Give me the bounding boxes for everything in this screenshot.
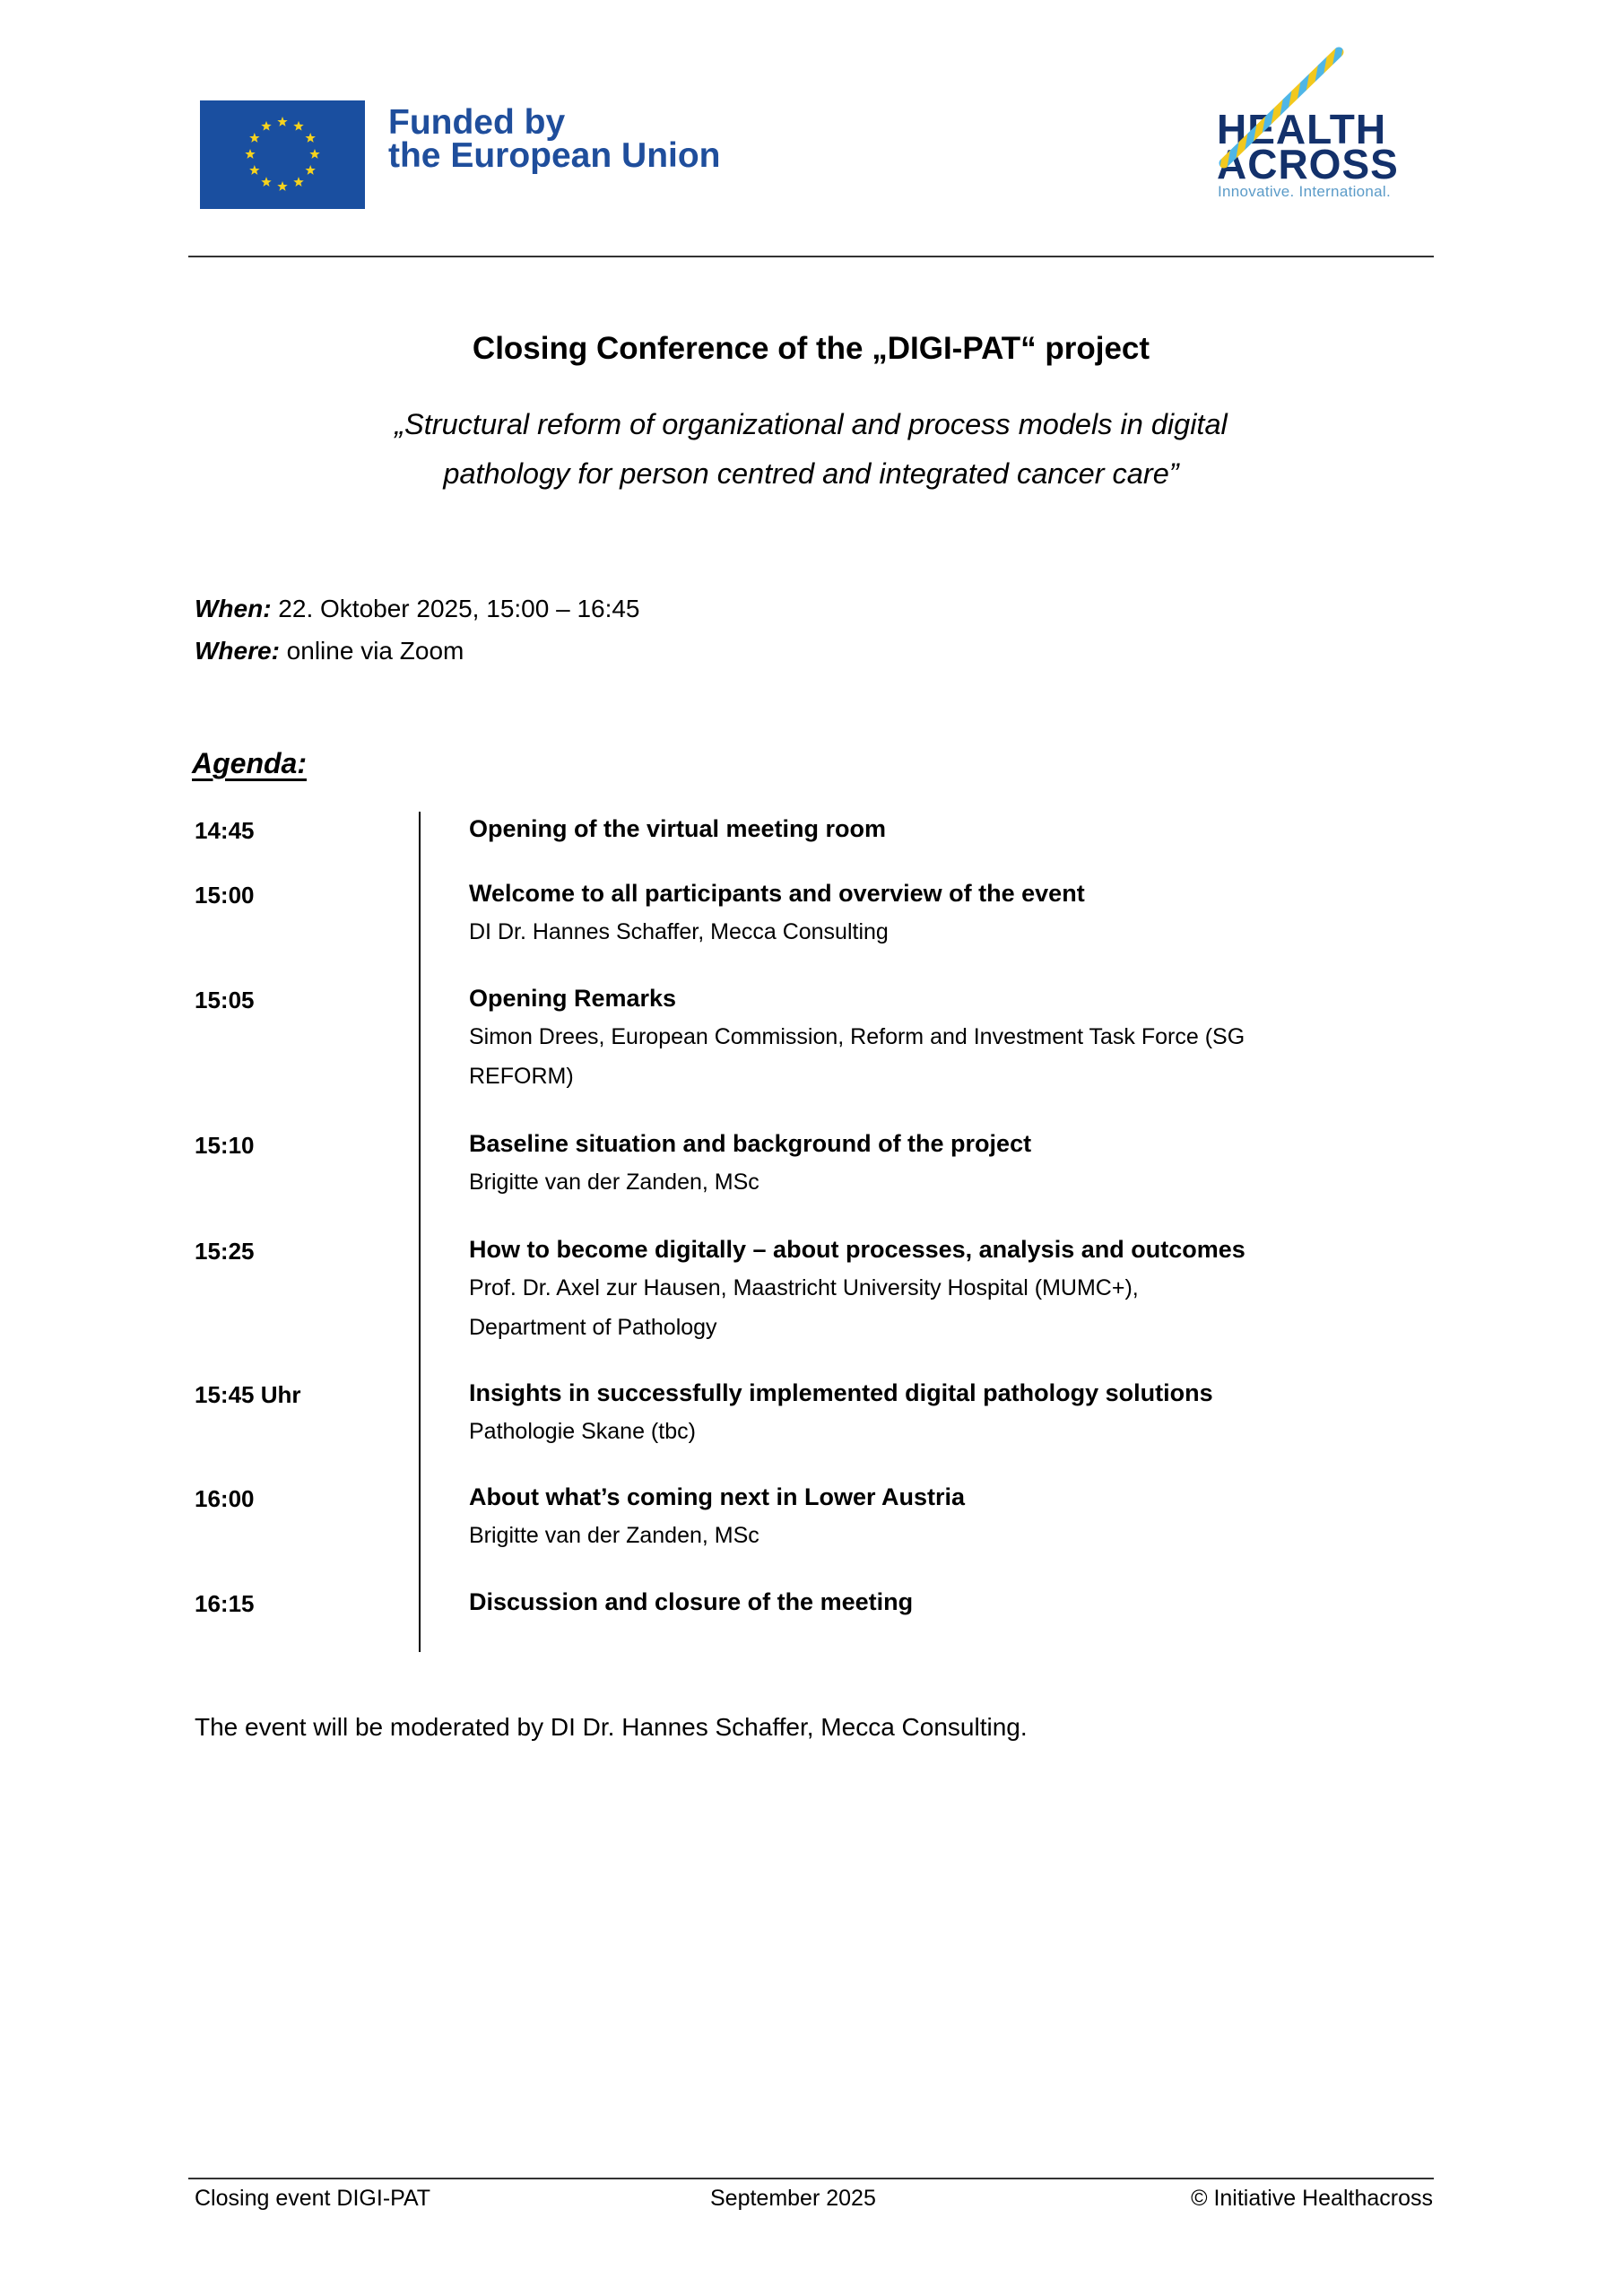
eu-star-icon: [293, 121, 303, 131]
eu-star-icon: [261, 177, 271, 187]
agenda-item-title: Welcome to all participants and overview of the event: [469, 880, 1085, 907]
agenda-item-speaker: Brigitte van der Zanden, MSc: [469, 1170, 759, 1195]
agenda-item-title: Discussion and closure of the meeting: [469, 1588, 914, 1615]
event-when: [195, 595, 640, 623]
eu-funding-line2: the European Union: [388, 136, 721, 175]
agenda-item-title: Baseline situation and background of the project: [469, 1130, 1032, 1157]
footer-divider: [188, 2178, 1434, 2179]
footer-center: September 2025: [710, 2186, 876, 2211]
agenda-item-title: How to become digitally – about processes, analysis and outcomes: [469, 1236, 1245, 1263]
agenda-time: 15:00: [195, 882, 255, 909]
agenda-item-speaker: REFORM): [469, 1064, 574, 1089]
eu-star-icon: [305, 133, 315, 143]
eu-funding-line1: Funded by: [388, 103, 566, 142]
where-value: online via Zoom: [279, 637, 464, 665]
agenda-item-speaker: Department of Pathology: [469, 1315, 717, 1340]
agenda-time: 16:15: [195, 1590, 255, 1617]
eu-flag-logo: [200, 100, 365, 209]
agenda-time: 15:05: [195, 987, 255, 1013]
eu-star-icon: [245, 149, 255, 159]
when-label: When:: [195, 595, 272, 622]
health-across-logo: [1212, 45, 1428, 206]
header-divider: [188, 256, 1434, 257]
agenda-item-title: Insights in successfully implemented digital pathology solutions: [469, 1379, 1213, 1406]
when-value: 22. Oktober 2025, 15:00 – 16:45: [271, 595, 640, 622]
subtitle-line-2: pathology for person centred and integrated cancer care”: [443, 457, 1179, 490]
where-label: Where:: [195, 637, 280, 665]
agenda-item-title: Opening of the virtual meeting room: [469, 815, 887, 842]
eu-stars-icon: [200, 100, 365, 209]
footer-right: © Initiative Healthacross: [1191, 2186, 1433, 2211]
eu-star-icon: [277, 181, 287, 191]
agenda-heading: Agenda:: [192, 747, 307, 779]
agenda-item-speaker: Prof. Dr. Axel zur Hausen, Maastricht University Hospital (MUMC+),: [469, 1275, 1139, 1300]
subtitle-line-1: „Structural reform of organizational and process models in digital: [395, 408, 1228, 440]
agenda-time: 15:25: [195, 1238, 255, 1265]
eu-star-icon: [309, 149, 319, 159]
agenda-item-title: About what’s coming next in Lower Austria: [469, 1483, 966, 1510]
eu-star-icon: [249, 133, 259, 143]
agenda-time: 15:10: [195, 1132, 255, 1159]
agenda-time: 15:45 Uhr: [195, 1381, 301, 1408]
agenda-item-title: Opening Remarks: [469, 985, 677, 1012]
eu-star-icon: [305, 165, 315, 175]
agenda-item-speaker: DI Dr. Hannes Schaffer, Mecca Consulting: [469, 919, 889, 944]
agenda-item-speaker: Simon Drees, European Commission, Reform and Investment Task Force (SG: [469, 1024, 1245, 1049]
eu-star-icon: [293, 177, 303, 187]
moderation-note: The event will be moderated by DI Dr. Hannes Schaffer, Mecca Consulting.: [195, 1713, 1028, 1741]
logo-tagline: Innovative. International.: [1218, 183, 1392, 200]
eu-star-icon: [261, 121, 271, 131]
agenda-item-speaker: Brigitte van der Zanden, MSc: [469, 1523, 759, 1548]
logo-word-health: HEALTH: [1217, 106, 1387, 152]
footer-left: Closing event DIGI-PAT: [195, 2186, 431, 2211]
agenda-time: 14:45: [195, 817, 255, 844]
eu-star-icon: [277, 117, 287, 126]
agenda-item-speaker: Pathologie Skane (tbc): [469, 1419, 696, 1444]
logo-word-across: ACROSS: [1217, 141, 1399, 187]
eu-funding-text: [388, 103, 721, 175]
event-where: [195, 637, 464, 665]
agenda-time: 16:00: [195, 1485, 255, 1512]
eu-star-icon: [249, 165, 259, 175]
page-title: Closing Conference of the „DIGI-PAT“ project: [472, 331, 1150, 366]
striped-stick-icon: [1212, 45, 1428, 206]
agenda-divider-line: [419, 812, 421, 1652]
